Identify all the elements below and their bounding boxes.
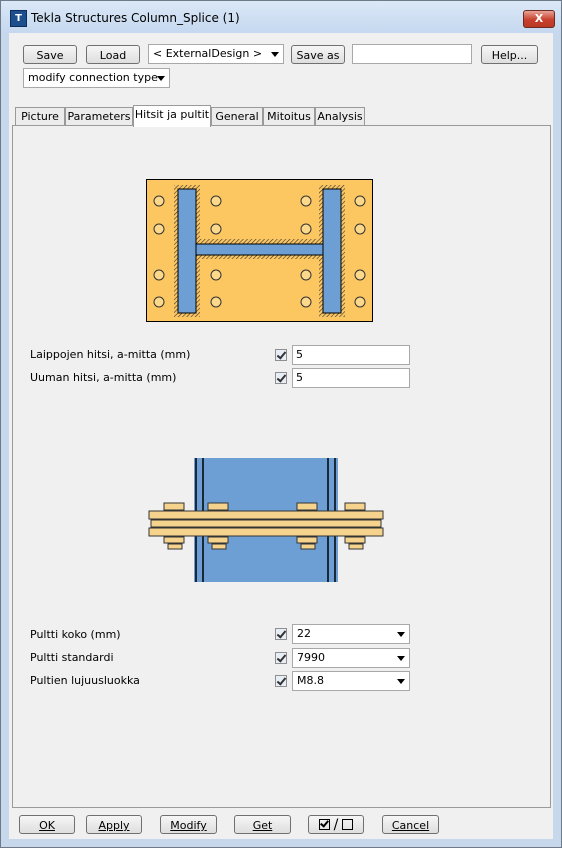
web-weld-checkbox[interactable] [275,372,287,384]
cancel-button[interactable] [382,815,439,834]
ok-button-label: OK [39,819,55,832]
help-button-label: Help... [491,49,528,62]
dialog-client [9,33,553,839]
save-as-button[interactable]: Save as [291,45,345,64]
cancel-button-label: Cancel [391,819,430,832]
tab-mitoitus[interactable]: Mitoitus [263,107,315,125]
apply-button-label: Apply [98,819,130,832]
splice-plate-top [149,511,383,519]
flange-weld-field[interactable]: 5 [292,345,410,365]
tab-picture[interactable]: Picture [15,107,65,125]
ok-button[interactable] [19,815,75,834]
close-button[interactable]: X [523,10,555,28]
empty-box-icon [342,819,353,830]
load-attributes-select[interactable] [148,44,284,64]
chevron-down-icon [397,632,405,637]
web [196,244,323,255]
splice-plate-bottom [149,528,383,536]
chevron-down-icon [397,656,405,661]
bolt-standard-value: 7990 [297,651,325,664]
modify-button-label: Modify [170,819,207,832]
toggle-all-checkboxes-button[interactable] [308,815,364,834]
modify-button[interactable] [160,815,217,834]
connection-mode-value: modify connection type [28,71,158,84]
flange-weld-label: Laippojen hitsi, a-mitta (mm) [30,348,191,361]
bolt-standard-select[interactable] [292,648,410,668]
tab-general[interactable]: General [211,107,263,125]
web-weld-label: Uuman hitsi, a-mitta (mm) [30,371,177,384]
apply-button[interactable] [86,815,142,834]
tekla-app-icon: T [10,10,27,27]
bolt-grade-checkbox[interactable] [275,675,287,687]
load-attributes-value: < ExternalDesign > [153,47,263,60]
save-as-name-field[interactable] [352,44,472,64]
bolt-grade-select[interactable] [292,671,410,691]
bolt-size-checkbox[interactable] [275,628,287,640]
bolt-size-label: Pultti koko (mm) [30,628,121,641]
flange-weld-checkbox[interactable] [275,349,287,361]
load-button[interactable]: Load [86,45,140,64]
bolt-standard-label: Pultti standardi [30,651,114,664]
chevron-down-icon [157,76,165,81]
bolt-standard-checkbox[interactable] [275,652,287,664]
right-flange [323,189,341,313]
flange-splice-picture [146,179,374,323]
left-flange [178,189,196,313]
bolt-detail-picture [147,456,387,584]
title-bar [1,1,561,33]
chevron-down-icon [397,679,405,684]
get-button-label: Get [252,819,273,832]
tab-analysis[interactable]: Analysis [315,107,365,125]
tab-parameters[interactable]: Parameters [65,107,133,125]
bolt-grade-value: M8.8 [297,674,324,687]
help-button[interactable] [481,45,538,64]
window-title: Tekla Structures Column_Splice (1) [31,11,240,25]
bolt-grade-label: Pultien lujuusluokka [30,674,140,687]
tab-hitsit-ja-pultit[interactable]: Hitsit ja pultit [133,105,211,127]
checked-box-icon [319,819,330,830]
chevron-down-icon [271,52,279,57]
get-button[interactable] [234,815,291,834]
toggle-separator: / [333,817,339,833]
connection-mode-select[interactable] [23,68,170,88]
bolt-size-value: 22 [297,627,311,640]
bolt-size-select[interactable] [292,624,410,644]
web-weld-field[interactable]: 5 [292,368,410,388]
save-button[interactable]: Save [23,45,77,64]
